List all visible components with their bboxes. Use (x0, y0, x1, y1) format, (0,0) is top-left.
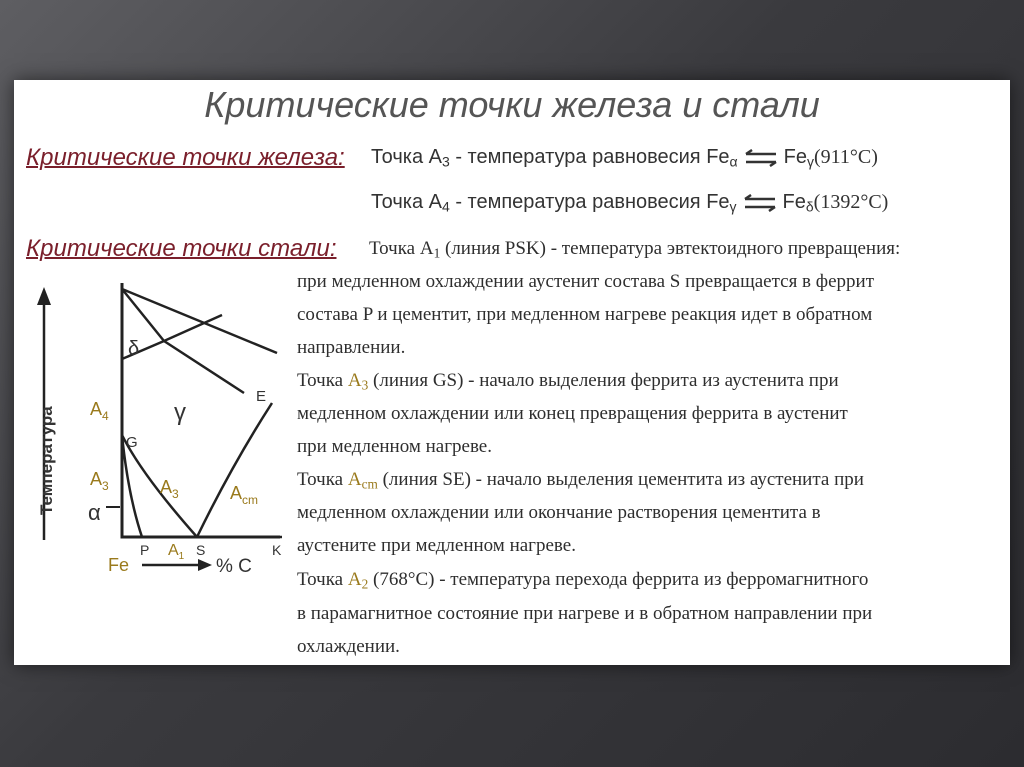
a3-label: $A_3$ (90, 469, 109, 493)
iron-line-a4: Точка $А_4$ - температура равновесия $Fe_\gamma$ $Fe_\delta(1392^\circ C)$ (371, 191, 889, 215)
iron-label: Критические точки железа: (26, 144, 345, 171)
acm-line-label: $A_{cm}$ (230, 483, 259, 507)
steel-a3-line-2: медленном охлаждении или конец превращения феррита в аустенит (297, 403, 848, 424)
point-k-label: K (272, 542, 282, 558)
origin-label: Fe (108, 555, 130, 575)
delta-label: δ (128, 338, 140, 360)
steel-a1-line-2: состава P и цементит, при медленном нагреве реакция идет в обратном (297, 304, 873, 325)
steel-acm-line-2: медленном охлаждении или окончание растворения цементита в (297, 502, 821, 523)
steel-a1-line-3: направлении. (297, 337, 406, 358)
y-axis-label: Температура (37, 406, 56, 515)
steel-label: Критические точки стали: (26, 235, 337, 262)
alpha-label: α (88, 500, 101, 525)
steel-a3-line-1: Точка $А_3$ (линия GS) - начало выделения феррита из аустенита при (297, 370, 839, 393)
a4-label: $A_4$ (90, 399, 109, 423)
a3-line-label: $A_3$ (160, 477, 179, 501)
point-p-label: P (140, 542, 150, 558)
se-line (197, 403, 272, 537)
steel-acm-line-3: аустените при медленном нагреве. (297, 535, 576, 556)
iron-line-a3: Точка $А_3$ - температура равновесия $Fe_\alpha$ $Fe_\gamma(911^\circ C)$ (371, 146, 878, 170)
steel-acm-line-1: Точка $А_{cm}$ (линия SE) - начало выделения цементита из аустенита при (297, 469, 864, 492)
solidus-line (122, 341, 244, 393)
point-s-label: S (196, 542, 206, 558)
y-axis-arrowhead-icon (37, 287, 51, 305)
liquidus-line (122, 289, 277, 353)
steel-a1-intro: Точка $А_1$ (линия PSK) - температура эвтектоидного превращения: (369, 238, 901, 261)
steel-a2-line-3: охлаждении. (297, 636, 400, 657)
slide (14, 80, 1010, 665)
a1-line-label: $A_1$ (168, 542, 185, 562)
gamma-label: γ (174, 399, 186, 426)
steel-a3-line-3: при медленном нагреве. (297, 436, 492, 457)
equilibrium-arrows-icon (743, 194, 777, 212)
equilibrium-arrows-icon (744, 149, 778, 167)
steel-a2-line-1: Точка $А_2$ (768°C) - температура перехода феррита из ферромагнитного (297, 569, 869, 592)
x-axis-arrowhead-icon (198, 559, 212, 571)
delta-boundary (122, 289, 222, 341)
x-axis-label: % C (216, 556, 252, 577)
iron-carbon-diagram (32, 275, 294, 585)
steel-a2-line-2: в парамагнитное состояние при нагреве и в обратном направлении при (297, 603, 873, 624)
steel-a1-line-1: при медленном охлаждении аустенит состава S превращается в феррит (297, 271, 874, 292)
point-e-label: E (256, 388, 267, 405)
slide-title: Критические точки железа и стали (204, 84, 820, 125)
point-g-label: G (126, 434, 138, 451)
